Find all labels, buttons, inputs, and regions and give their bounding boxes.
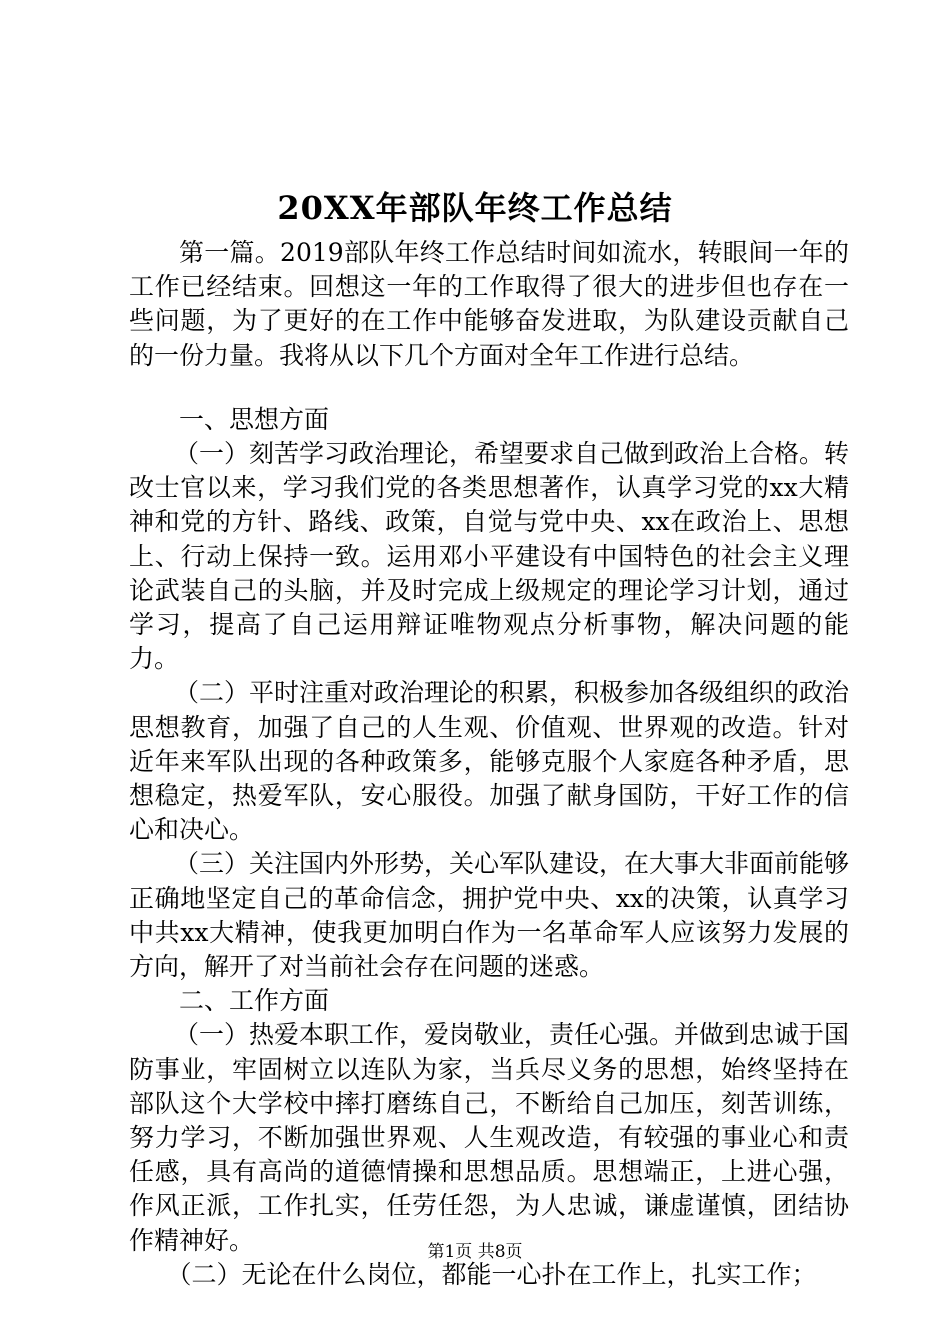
thought-paragraph-2: （二）平时注重对政治理论的积累，积极参加各级组织的政治思想教育，加强了自己的人生观、价值观、世界观的改造。针对近年来军队出现的各种政策多，能够克服个人家庭各种矛盾，思想稳定，热爱军队，安心服役。加强了献身国防，干好工作的信心和决心。 bbox=[129, 678, 850, 845]
document-body bbox=[129, 236, 849, 1292]
work-paragraph-2: （二）无论在什么岗位，都能一心扑在工作上，扎实工作； bbox=[166, 1259, 817, 1289]
thought-paragraph-1: （一）刻苦学习政治理论，希望要求自己做到政治上合格。转改士官以来，学习我们党的各类思想著作，认真学习党的xx大精神和党的方针、路线、政策，自觉与党中央、xx在政治上、思想上、行动上保持一致。运用邓小平建设有中国特色的社会主义理论武装自己的头脑，并及时完成上级规定的理论学习计划，通过学习，提高了自己运用辩证唯物观点分析事物，解决问题的能力。 bbox=[129, 439, 850, 674]
document-title: 20XX年部队年终工作总结 bbox=[277, 189, 673, 227]
section-heading-work: 二、工作方面 bbox=[179, 986, 330, 1016]
intro-paragraph: 第一篇。2019部队年终工作总结时间如流水，转眼间一年的工作已经结束。回想这一年的工作取得了很大的进步但也存在一些问题，为了更好的在工作中能够奋发进取，为队建设贡献自己的一份力量。我将从以下几个方面对全年工作进行总结。 bbox=[129, 238, 849, 370]
thought-paragraph-3: （三）关注国内外形势，关心军队建设，在大事大非面前能够正确地坚定自己的革命信念，拥护党中央、xx的决策，认真学习中共xx大精神，使我更加明白作为一名革命军人应该努力发展的方向，解开了对当前社会存在问题的迷惑。 bbox=[129, 849, 850, 982]
page-number-footer: 第1页 共8页 bbox=[427, 1242, 523, 1262]
paragraph-gap bbox=[129, 373, 849, 403]
work-paragraph-1: （一）热爱本职工作，爱岗敬业，责任心强。并做到忠诚于国防事业，牢固树立以连队为家，当兵尽义务的思想，始终坚持在部队这个大学校中摔打磨练自己，不断给自己加压，刻苦训练，努力学习，不断加强世界观、人生观改造，有较强的事业心和责任感，具有高尚的道德情操和思想品质。思想端正，上进心强，作风正派，工作扎实，任劳任怨，为人忠诚，谦虚谨慎，团结协作精神好。 bbox=[129, 1020, 850, 1255]
section-heading-thought: 一、思想方面 bbox=[179, 404, 330, 434]
